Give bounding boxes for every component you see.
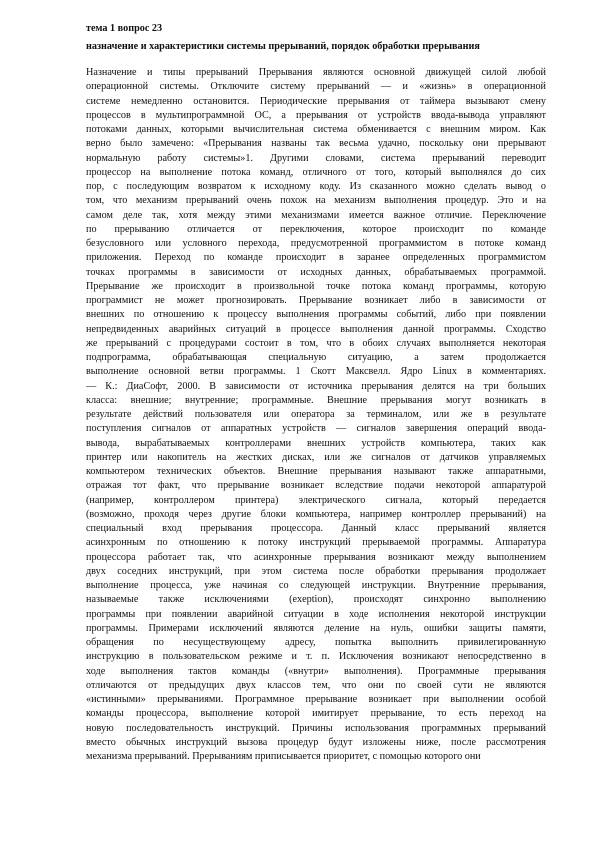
- body-text-line: Прерывание же происходит в произвольной точке потока команд программы, которую: [86, 280, 546, 292]
- body-text-line: результате действий пользователя или оператора за терминалом, или же в результате: [86, 409, 546, 420]
- document-subtitle: назначение и характеристики системы прерываний, порядок обработки прерывания: [86, 41, 480, 52]
- body-text-line: специальный вход прерывания процессора. Данный класс прерываний является: [86, 523, 546, 534]
- body-text-line: принтер или накопитель на жестких дисках, или же сигналов от датчиков управляемых: [86, 451, 546, 463]
- body-text-line: Назначение и типы прерываний Прерывания являются основной движущей силой любой: [86, 67, 546, 78]
- body-text-line: самом деле так, хотя между этими механизмами имеется важное отличие. Переключение: [86, 209, 546, 221]
- body-text-line: отражая тот факт, что прерывание возникает вследствие подачи некоторой аппаратурой: [86, 480, 546, 492]
- body-text-line: отличаются от предыдущих двух классов тем, что они по своей сути не являются: [86, 679, 546, 691]
- body-text-line: приложения. Переход по команде происходит в заранее определенных программистом: [86, 252, 546, 264]
- body-text-line: процессор на выполнение потока команд, отличного от того, который выполнялся до сих: [86, 166, 546, 178]
- body-text-line: потоками данных, которыми вычислительная система обменивается с внешним миром. Как: [86, 124, 546, 135]
- body-text-line: команды процессора, выполнение которой имитирует прерывание, то есть переход на: [86, 708, 546, 720]
- body-text-line: выполнение процесса, уже начиная со следующей инструкции. Внутренние прерывания,: [86, 580, 546, 591]
- body-text-line: компьютером технических объектов. Внешние прерывания называют также аппаратными,: [86, 466, 546, 477]
- body-text-line: программы при появлении аварийной ситуации в ходе исполнения некоторой инструкции: [86, 608, 546, 620]
- body-text-line: пор, с последующим возвратом к исходному коду. Из сказанного можно сделать вывод о: [86, 181, 546, 192]
- body-text-line: асинхронным по отношению к потоку инструкций прерываемой программы. Аппаратура: [86, 537, 546, 549]
- body-text-line: по прерыванию отличается от переключения, которое происходит по команде: [86, 223, 546, 235]
- body-text-line: программы. Примерами исключений являются деление на нуль, ошибки защиты памяти,: [86, 622, 546, 634]
- body-text-line: системе немедленно остановится. Периодические прерывания от таймера вызывают смену: [86, 95, 546, 107]
- body-text-line: класса: внешние; внутренние; программные. Внешние прерывания могут возникать в: [86, 394, 546, 406]
- body-text-line: программист не может прогнозировать. Прерывание возникает либо в зависимости от: [86, 295, 546, 306]
- body-text-line: выполнение основной ветви программы. 1 Скотт Максвелл. Ядро Linux в комментариях.: [86, 366, 546, 378]
- body-text-line: механизма прерываний. Прерываниям приписывается приоритет, с помощью которого они: [86, 751, 481, 762]
- body-text-line: безусловного или условного перехода, предусмотренной программистом в потоке команд: [86, 238, 546, 249]
- body-text-line: обращения по несуществующему адресу, попытка выполнить привилегированную: [86, 637, 546, 648]
- body-text-line: точках программы в зависимости от исходных данных, обрабатываемых программой.: [86, 266, 546, 278]
- body-text-line: (например, контроллером принтера) электрического сигнала, который передается: [86, 494, 546, 506]
- body-text-line: непредвиденных аварийных ситуаций в процессе выполнения данной программы. Сходство: [86, 323, 546, 335]
- document-title: тема 1 вопрос 23: [86, 23, 163, 34]
- body-text-line: «истинными» прерываниями. Программное прерывание возникает при выполнении особой: [86, 694, 546, 705]
- body-text-line: вывода, вырабатываемых контроллерами внешних устройств компьютера, таких как: [86, 437, 546, 449]
- document-body: [86, 66, 546, 764]
- body-text-line: подпрограмма, обрабатывающая специальную ситуацию, а затем продолжается: [86, 352, 546, 363]
- body-text-line: вместо обычных инструкций вызова процедур будут изложены ниже, после рассмотрения: [86, 736, 546, 748]
- body-text-line: называемые также исключениями (exeption), происходят синхронно выполнению: [86, 594, 546, 606]
- body-text-line: (возможно, проходя через другие блоки компьютера, например контроллер прерываний) на: [86, 508, 546, 520]
- body-text-line: процессора работает так, что асинхронные прерывания возникают между выполнением: [86, 551, 546, 563]
- body-text-line: инструкцию в пользовательском режиме и т. п. Исключения возникают непосредственно в: [86, 651, 546, 663]
- body-text-line: процессов в мультипрограммной ОС, а прерывания от устройств ввода-вывода управляют: [86, 109, 546, 121]
- body-text-line: же прерываний с процедурами состоит в том, что в обоих случаях выполняется некоторая: [86, 337, 546, 349]
- body-text-line: нормальную работу системы»1. Другими словами, система прерываний переводит: [86, 152, 546, 164]
- body-text-line: двух соседних инструкций, при этом система после обработки прерывания продолжает: [86, 565, 546, 577]
- body-text-line: верно было замечено: «Прерывания названы так весьма удачно, поскольку они прерывают: [86, 138, 546, 150]
- body-text-line: внешних по отношению к процессу выполнения программы событий, либо при появлении: [86, 309, 546, 321]
- body-text-line: поступления сигналов от аппаратных устройств — сигналов завершения операций ввода-: [86, 423, 546, 435]
- body-text-line: новую последовательность инструкций. Причины использования программных прерываний: [86, 722, 546, 734]
- body-text-line: том, что механизм прерываний очень похож на механизм выполнения процедур. Это и на: [86, 195, 546, 207]
- body-text-line: операционной системы. Отключите систему прерываний — и «жизнь» в операционной: [86, 81, 546, 93]
- body-text-line: — К.: ДиаСофт, 2000. В зависимости от источника прерывания делятся на три больших: [86, 380, 546, 392]
- body-text-line: ходе выполнения тактов команды («внутри» выполнения). Программные прерывания: [86, 665, 546, 677]
